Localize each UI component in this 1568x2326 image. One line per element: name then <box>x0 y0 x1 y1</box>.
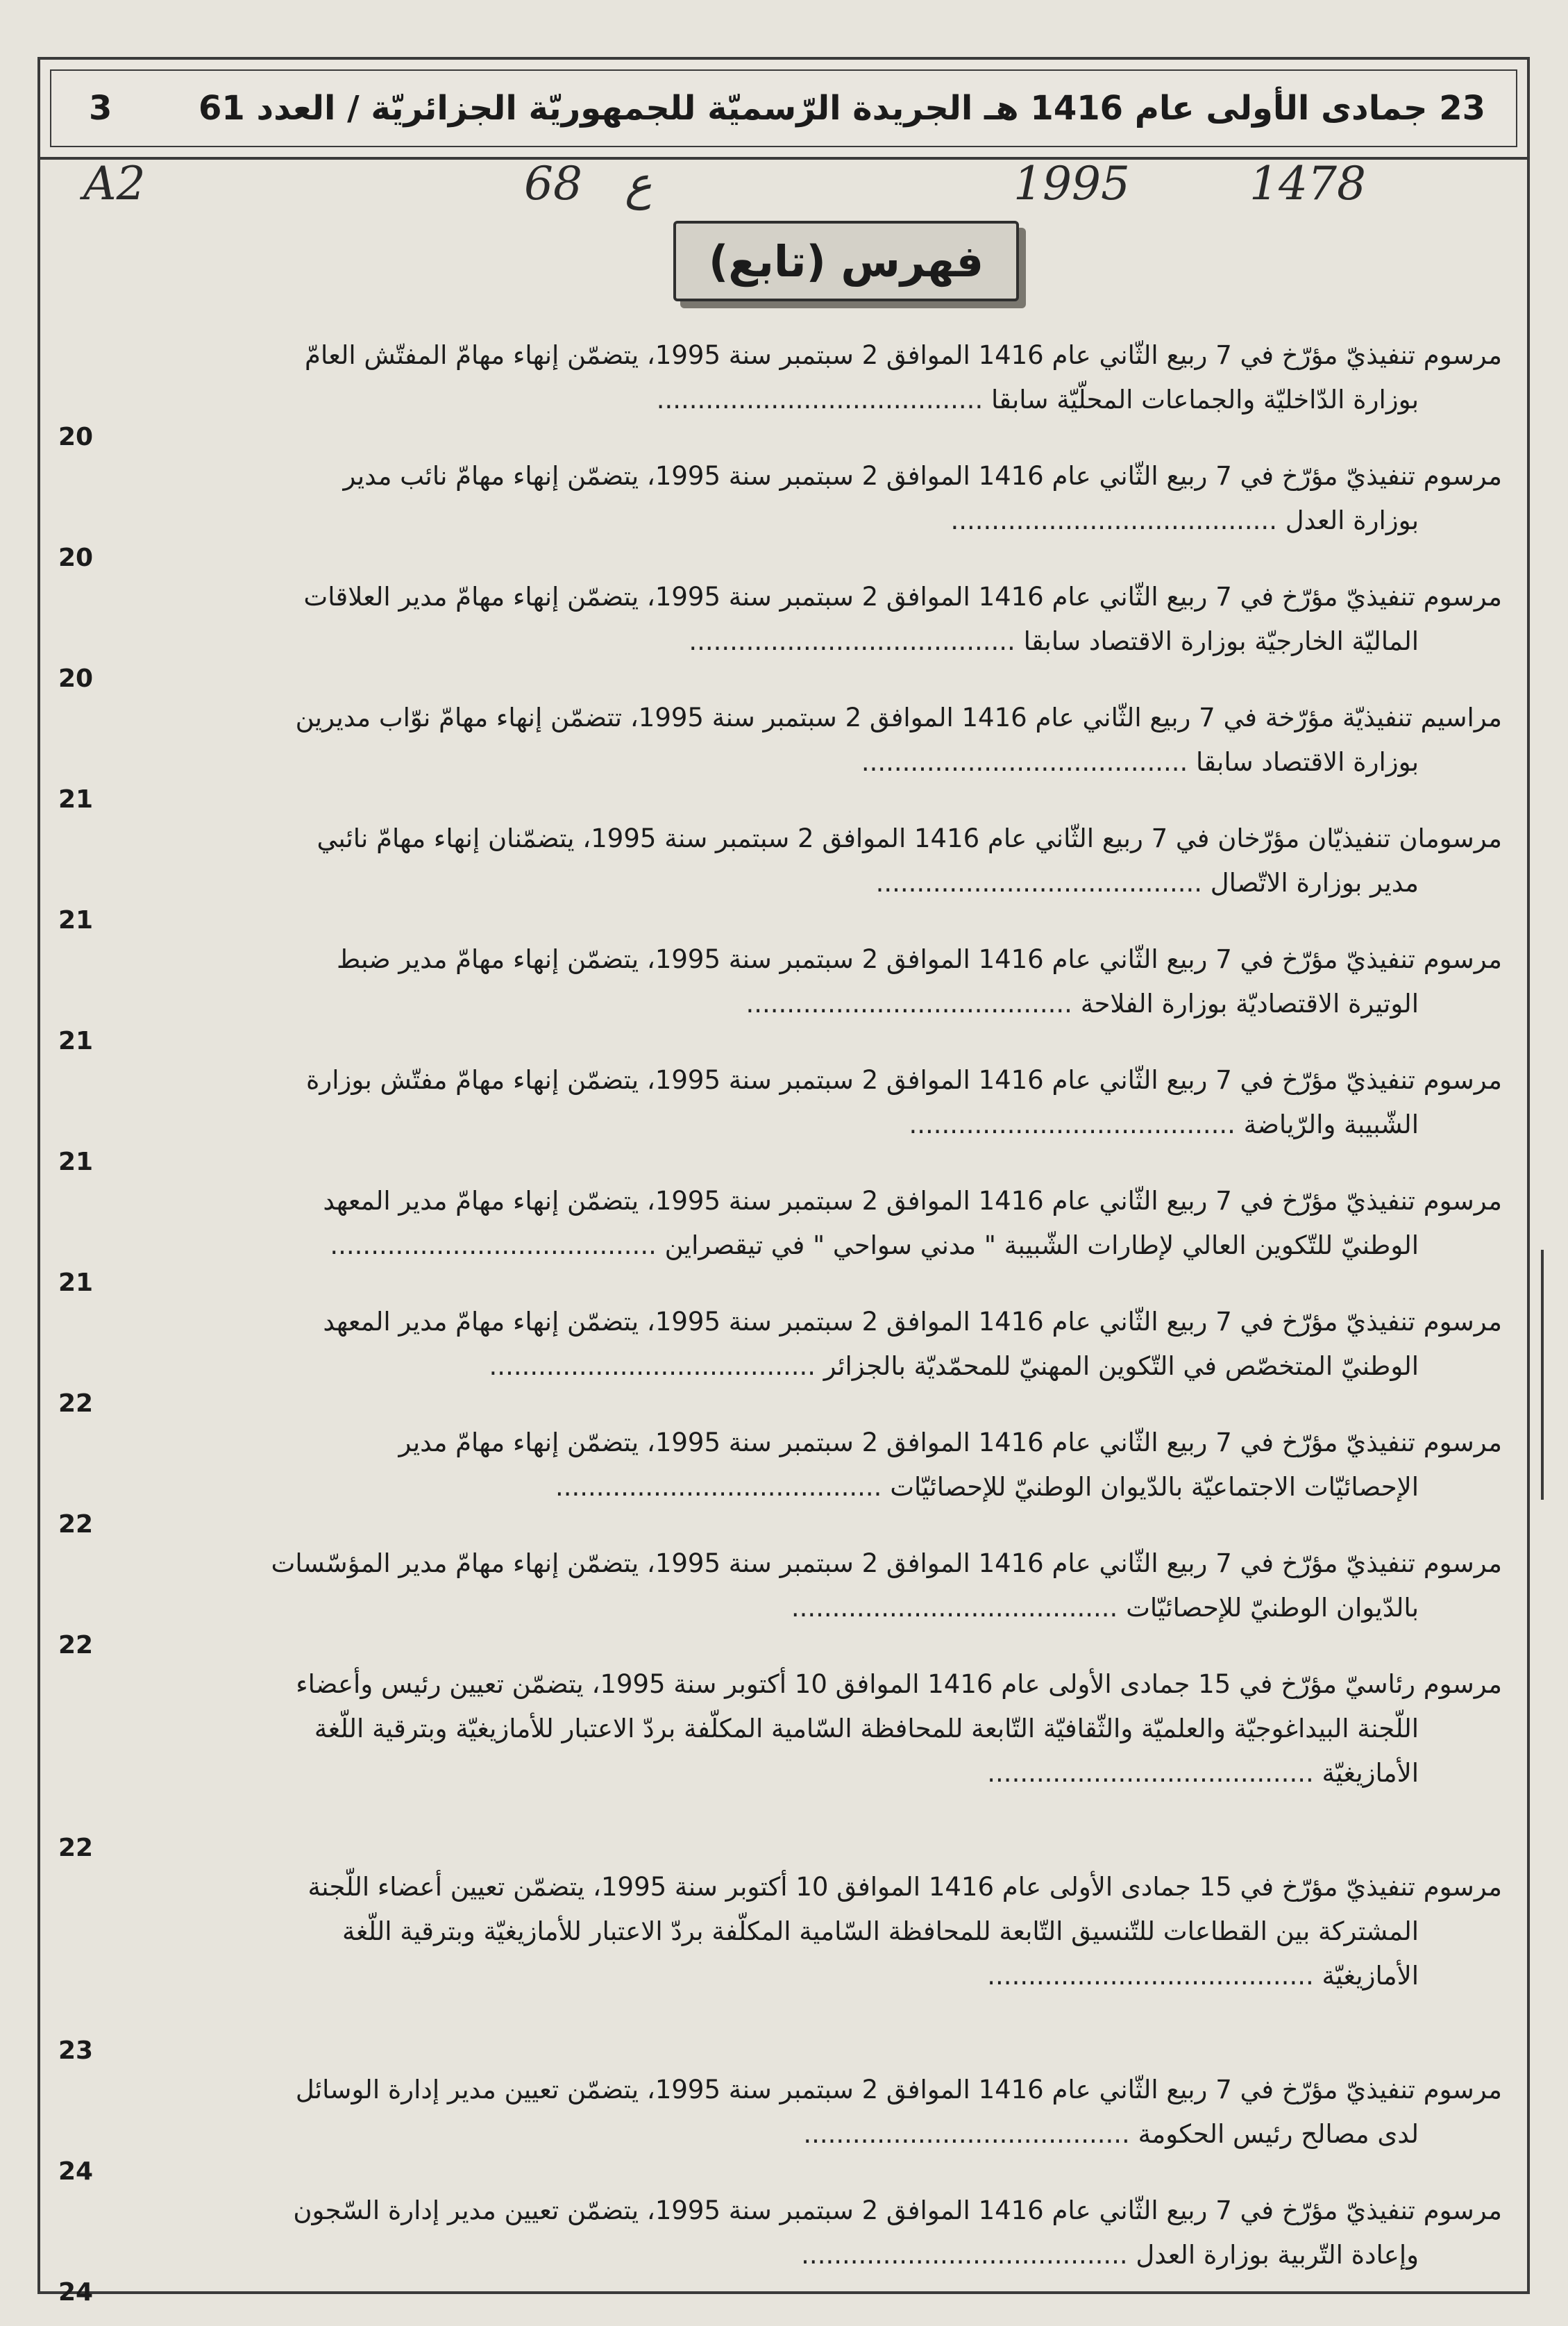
index-entry <box>58 454 1502 575</box>
entry-page-number: 21 <box>58 1269 94 1297</box>
entry-line-2: مدير بوزارة الاتّصال ........................................ <box>875 868 1419 898</box>
entry-line-2: الشّبيبة والرّياضة ........................................ <box>909 1110 1419 1139</box>
entry-line-2: الوتيرة الاقتصاديّة بوزارة الفلاحة ........................................ <box>745 989 1419 1019</box>
handwritten-note-e: 1478 <box>1249 157 1366 210</box>
index-list <box>58 333 1502 2309</box>
entry-line-2: بوزارة الدّاخليّة والجماعات المحلّيّة سابقا ........................................ <box>656 385 1419 415</box>
entry-line-2: المشتركة بين القطاعات للتّنسيق التّابعة للمحافظة السّامية المكلّفة بردّ الاعتبار للأمازيغيّة وبترقية اللّغة <box>342 1916 1419 1946</box>
index-entry-text <box>58 817 1502 905</box>
index-entry-text <box>58 1662 1502 1796</box>
leader-dots: ........................................ <box>656 385 991 415</box>
index-entry-text <box>58 575 1502 664</box>
entry-page-number: 20 <box>58 423 94 451</box>
entry-line-2: الوطنيّ للتّكوين العالي لإطارات الشّبيبة " مدني سواحي " في تيقصراين ........................................ <box>330 1230 1419 1260</box>
leader-dots: ........................................ <box>489 1351 824 1381</box>
leader-dots: ........................................ <box>875 868 1211 898</box>
entry-line-1: مرسوم تنفيذيّ مؤرّخ في 7 ربيع الثّاني عام 1416 الموافق 2 سبتمبر سنة 1995، يتضمّن إنهاء مهامّ مدير <box>398 1428 1502 1457</box>
entry-line-1: مرسوم تنفيذيّ مؤرّخ في 7 ربيع الثّاني عام 1416 الموافق 2 سبتمبر سنة 1995، يتضمّن إنهاء مهامّ مفتّش بوزارة <box>305 1065 1502 1095</box>
entry-line-2: بوزارة الاقتصاد سابقا ........................................ <box>861 747 1419 777</box>
entry-line-2: الماليّة الخارجيّة بوزارة الاقتصاد سابقا ........................................ <box>689 626 1419 656</box>
entry-line-1: مرسوم تنفيذيّ مؤرّخ في 7 ربيع الثّاني عام 1416 الموافق 2 سبتمبر سنة 1995، يتضمّن إنهاء مهامّ مدير المعهد <box>323 1307 1502 1337</box>
entry-line-1: مرسوم تنفيذيّ مؤرّخ في 7 ربيع الثّاني عام 1416 الموافق 2 سبتمبر سنة 1995، يتضمّن إنهاء مهامّ مدير المؤسّسات <box>271 1548 1502 1578</box>
entry-line-1: مرسوم تنفيذيّ مؤرّخ في 7 ربيع الثّاني عام 1416 الموافق 2 سبتمبر سنة 1995، يتضمّن تعيين مدير إدارة السّجون <box>293 2195 1502 2225</box>
index-entry-text <box>58 454 1502 543</box>
entry-page-number: 21 <box>58 1027 94 1055</box>
entry-line-2: لدى مصالح رئيس الحكومة ........................................ <box>803 2119 1419 2149</box>
entry-page-number: 22 <box>58 1510 94 1539</box>
page-header <box>37 57 1530 160</box>
index-entry <box>58 1058 1502 1179</box>
entry-line-1: مرسوم تنفيذيّ مؤرّخ في 7 ربيع الثّاني عام 1416 الموافق 2 سبتمبر سنة 1995، يتضمّن إنهاء مهامّ مدير ضبط <box>336 944 1502 974</box>
index-entry <box>58 2189 1502 2309</box>
index-entry <box>58 1662 1502 1865</box>
index-entry-text <box>58 696 1502 785</box>
entry-page-number: 20 <box>58 544 94 572</box>
margin-line <box>1541 1250 1544 1500</box>
handwritten-note-c: ع <box>625 157 652 210</box>
entry-page-number: 20 <box>58 664 94 693</box>
handwritten-note-a: A2 <box>83 157 146 210</box>
entry-page-number: 24 <box>58 2157 94 2186</box>
entry-line-3: الأمازيغيّة ........................................ <box>987 1961 1419 1991</box>
entry-line-1: مرسومان تنفيذيّان مؤرّخان في 7 ربيع الثّاني عام 1416 الموافق 2 سبتمبر سنة 1995، يتضمّنان إنهاء مهامّ نائبي <box>317 823 1502 853</box>
index-entry-text <box>58 1300 1502 1389</box>
entry-line-1: مراسيم تنفيذيّة مؤرّخة في 7 ربيع الثّاني عام 1416 الموافق 2 سبتمبر سنة 1995، تتضمّن إنهاء مهامّ نوّاب مديرين <box>295 703 1502 733</box>
entry-page-number: 21 <box>58 906 94 935</box>
entry-line-1: مرسوم تنفيذيّ مؤرّخ في 7 ربيع الثّاني عام 1416 الموافق 2 سبتمبر سنة 1995، يتضمّن تعيين مدير إدارة الوسائل <box>295 2075 1502 2105</box>
entry-page-number: 21 <box>58 785 94 814</box>
index-entry-text <box>58 2189 1502 2277</box>
header-title: 23 جمادى الأولى عام 1416 هـ الجريدة الرّسميّة للجمهوريّة الجزائريّة / العدد 61 <box>199 89 1485 128</box>
handwritten-note-b: 68 <box>524 157 582 210</box>
entry-line-1: مرسوم رئاسيّ مؤرّخ في 15 جمادى الأولى عام 1416 الموافق 10 أكتوبر سنة 1995، يتضمّن تعيين رئيس وأعضاء <box>296 1669 1502 1699</box>
index-entry-text <box>58 1058 1502 1147</box>
leader-dots: ........................................ <box>950 505 1285 535</box>
index-entry-text <box>58 1865 1502 1998</box>
index-entry-text <box>58 1541 1502 1630</box>
entry-page-number: 22 <box>58 1631 94 1659</box>
page-number: 3 <box>89 89 112 128</box>
entry-page-number: 21 <box>58 1148 94 1176</box>
index-entry <box>58 696 1502 817</box>
leader-dots: ........................................ <box>987 1961 1322 1991</box>
index-entry <box>58 1541 1502 1662</box>
index-entry-text <box>58 333 1502 422</box>
entry-line-2: اللّجنة البيداغوجيّة والعلميّة والثّقافيّة التّابعة للمحافظة السّامية المكلّفة بردّ الاعتبار للأمازيغيّة وبترقية اللّغة <box>314 1714 1419 1743</box>
index-entry-text <box>58 1179 1502 1268</box>
entry-line-1: مرسوم تنفيذيّ مؤرّخ في 7 ربيع الثّاني عام 1416 الموافق 2 سبتمبر سنة 1995، يتضمّن إنهاء مهامّ مدير المعهد <box>323 1186 1502 1216</box>
entry-line-1: مرسوم تنفيذيّ مؤرّخ في 7 ربيع الثّاني عام 1416 الموافق 2 سبتمبر سنة 1995، يتضمّن إنهاء مهامّ المفتّش العامّ <box>305 340 1502 370</box>
index-entry <box>58 575 1502 696</box>
entry-page-number: 23 <box>58 2036 94 2065</box>
index-entry <box>58 1421 1502 1541</box>
leader-dots: ........................................ <box>555 1472 891 1502</box>
index-entry <box>58 817 1502 937</box>
index-entry <box>58 1179 1502 1300</box>
entry-page-number: 22 <box>58 1389 94 1418</box>
entry-line-2: وإعادة التّربية بوزارة العدل ........................................ <box>801 2240 1419 2270</box>
entry-page-number: 22 <box>58 1834 94 1862</box>
section-title-banner: فهرس (تابع) <box>673 221 1019 301</box>
index-entry <box>58 2068 1502 2189</box>
leader-dots: ........................................ <box>801 2240 1136 2270</box>
index-entry <box>58 1865 1502 2068</box>
entry-line-1: مرسوم تنفيذيّ مؤرّخ في 7 ربيع الثّاني عام 1416 الموافق 2 سبتمبر سنة 1995، يتضمّن إنهاء مهامّ مدير العلاقات <box>303 582 1502 612</box>
entry-page-number: 24 <box>58 2278 94 2307</box>
leader-dots: ........................................ <box>861 747 1197 777</box>
index-entry-text <box>58 937 1502 1026</box>
index-entry-text <box>58 2068 1502 2157</box>
index-entry <box>58 333 1502 454</box>
leader-dots: ........................................ <box>791 1593 1127 1623</box>
entry-line-2: بوزارة العدل ........................................ <box>950 505 1419 535</box>
entry-line-3: الأمازيغيّة ........................................ <box>987 1758 1419 1788</box>
leader-dots: ........................................ <box>803 2119 1138 2149</box>
entry-line-2: الإحصائيّات الاجتماعيّة بالدّيوان الوطنيّ للإحصائيّات ........................................ <box>555 1472 1419 1502</box>
leader-dots: ........................................ <box>689 626 1024 656</box>
handwritten-note-d: 1995 <box>1013 157 1130 210</box>
entry-line-1: مرسوم تنفيذيّ مؤرّخ في 7 ربيع الثّاني عام 1416 الموافق 2 سبتمبر سنة 1995، يتضمّن إنهاء مهامّ نائب مدير <box>343 461 1502 491</box>
leader-dots: ........................................ <box>987 1758 1322 1788</box>
leader-dots: ........................................ <box>330 1230 665 1260</box>
leader-dots: ........................................ <box>909 1110 1244 1139</box>
index-entry-text <box>58 1421 1502 1509</box>
entry-line-2: بالدّيوان الوطنيّ للإحصائيّات ........................................ <box>791 1593 1419 1623</box>
index-entry <box>58 937 1502 1058</box>
leader-dots: ........................................ <box>745 989 1081 1019</box>
index-entry <box>58 1300 1502 1421</box>
entry-line-1: مرسوم تنفيذيّ مؤرّخ في 15 جمادى الأولى عام 1416 الموافق 10 أكتوبر سنة 1995، يتضمّن تعيين أعضاء اللّجنة <box>307 1872 1502 1902</box>
entry-line-2: الوطنيّ المتخصّص في التّكوين المهنيّ للمحمّديّة بالجزائر ........................................ <box>489 1351 1419 1381</box>
